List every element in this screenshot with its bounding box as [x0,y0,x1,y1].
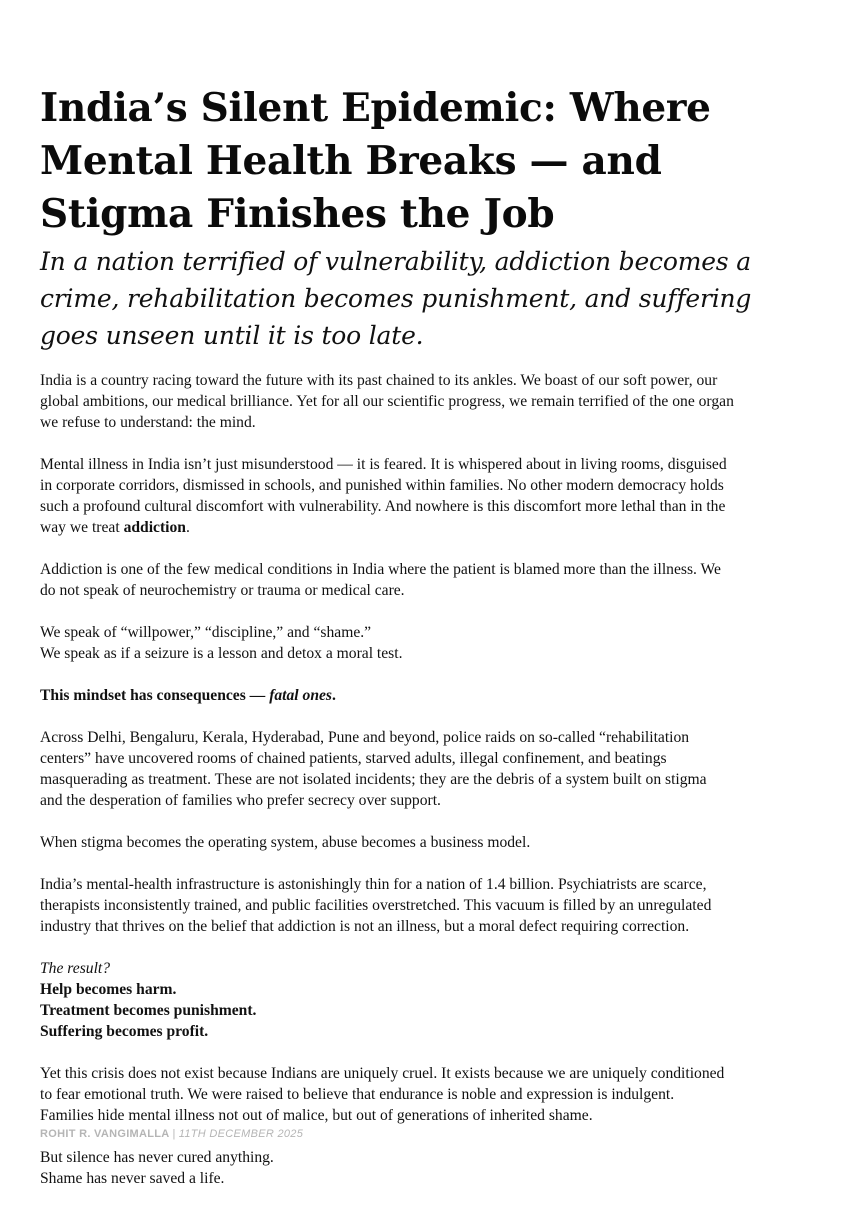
paragraph-willpower [40,622,840,664]
emphasis-fatal: fatal ones [269,687,332,704]
article-subtitle [40,243,830,354]
subtitle-line: In a nation terrified of vulnerability, addiction becomes a [40,247,751,276]
text-line: But silence has never cured anything. [40,1149,274,1166]
text-line: When stigma becomes the operating system, abuse becomes a business model. [40,834,531,851]
text-line: The result? [40,960,111,977]
subtitle-line: crime, rehabilitation becomes punishment, and suffering [40,284,752,313]
paragraph-closing [40,1147,840,1189]
title-line: India’s Silent Epidemic: Where [40,85,711,131]
text-line: Shame has never saved a life. [40,1170,225,1187]
text-line: Addiction is one of the few medical conditions in India where the patient is blamed more than the illness. We [40,561,721,578]
publish-date: 11TH DECEMBER 2025 [178,1128,304,1140]
bold-line: Help becomes harm. [40,981,177,998]
text-line: Mental illness in India isn’t just misunderstood — it is feared. It is whispered about in living rooms, disguised [40,456,727,473]
paragraph-addiction-blame [40,559,840,601]
subtitle-line: goes unseen until it is too late. [40,321,424,350]
text-line: such a profound cultural discomfort with vulnerability. And nowhere is this discomfort more lethal than in the [40,498,726,515]
author-name: ROHIT R. VANGIMALLA [40,1128,170,1140]
paragraph-result [40,958,840,1042]
paragraph-mental-illness [40,454,840,538]
text-fragment: . [185,519,190,536]
title-line: Stigma Finishes the Job [40,191,555,237]
paragraph-consequences [40,685,840,706]
text-line: to fear emotional truth. We were raised to believe that endurance is noble and expression is indulgent. [40,1086,675,1103]
footer-separator: | [172,1128,176,1140]
text-line: Families hide mental illness not out of malice, but out of generations of inherited shame. [40,1107,593,1124]
text-line: We speak as if a seizure is a lesson and detox a moral test. [40,645,403,662]
paragraph-crisis [40,1063,840,1126]
text-line: we refuse to understand: the mind. [40,414,256,431]
text-line [40,517,840,538]
paragraph-raids [40,727,840,811]
text-line: therapists inconsistently trained, and public facilities overstretched. This vacuum is filled by an unregulated [40,897,712,914]
text-line: masquerading as treatment. These are not isolated incidents; they are the debris of a system built on stigma [40,771,707,788]
text-line: do not speak of neurochemistry or trauma or medical care. [40,582,405,599]
paragraph-intro [40,370,840,433]
text-line: and the desperation of families who prefer secrecy over support. [40,792,441,809]
paragraph-stigma-system [40,832,840,853]
text-line: India is a country racing toward the future with its past chained to its ankles. We boast of our soft power, our [40,372,718,389]
text-line: Across Delhi, Bengaluru, Kerala, Hyderabad, Pune and beyond, police raids on so-called “rehabilitation [40,729,690,746]
article-body [40,370,840,1210]
text-line: centers” have uncovered rooms of chained patients, starved adults, illegal confinement, and beatings [40,750,667,767]
text-line: in corporate corridors, dismissed in schools, and punished within families. No other modern democracy holds [40,477,724,494]
text-line: India’s mental-health infrastructure is astonishingly thin for a nation of 1.4 billion. Psychiatrists are scarce, [40,876,707,893]
article-title [40,82,820,241]
text-line: We speak of “willpower,” “discipline,” and “shame.” [40,624,372,641]
bold-line: Treatment becomes punishment. [40,1002,257,1019]
bold-statement: This mindset has consequences — fatal ones. [40,687,336,704]
page-footer [40,1128,303,1140]
text-fragment: way we treat [40,519,124,536]
text-line: global ambitions, our medical brilliance. Yet for all our scientific progress, we remain terrified of the one organ [40,393,734,410]
text-line: industry that thrives on the belief that addiction is not an illness, but a moral defect requiring correction. [40,918,690,935]
emphasis-addiction: addiction [123,519,186,536]
title-line: Mental Health Breaks — and [40,138,662,184]
paragraph-infrastructure [40,874,840,937]
text-line: Yet this crisis does not exist because Indians are uniquely cruel. It exists because we are uniquely conditioned [40,1065,725,1082]
bold-line: Suffering becomes profit. [40,1023,209,1040]
